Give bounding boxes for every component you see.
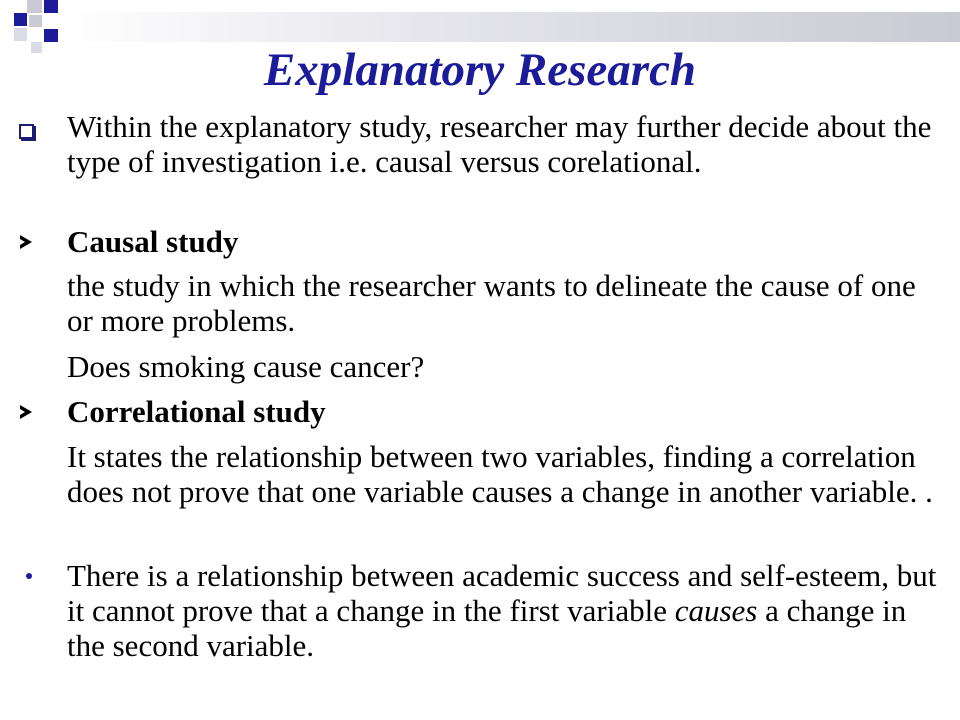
example-text-after: a change in the second variable. bbox=[67, 593, 907, 663]
arrow-bullet-icon bbox=[20, 405, 32, 419]
intro-text: Within the explanatory study, researcher may further decide about the type of investigation i.e. causal versus corelational. bbox=[67, 109, 932, 179]
causal-study-definition: the study in which the researcher wants to delineate the cause of one or more problems. bbox=[67, 268, 916, 338]
example-text-before: There is a relationship between academic success and self-esteem, but it cannot prove that a change in the first variable bbox=[67, 558, 937, 628]
arrow-bullet-icon bbox=[20, 235, 32, 249]
slide-title: Explanatory Research bbox=[263, 44, 697, 96]
causal-study-heading: Causal study bbox=[67, 224, 239, 259]
example-text-emphasis: causes bbox=[674, 593, 758, 628]
correlational-study-definition: It states the relationship between two variables, finding a correlation does not prove that one variable causes a change in another variable. . bbox=[67, 439, 933, 509]
square-bullet-icon bbox=[19, 124, 34, 139]
dot-bullet-icon bbox=[26, 573, 32, 579]
example-text bbox=[67, 558, 947, 663]
correlational-study-heading: Correlational study bbox=[67, 394, 326, 429]
causal-study-example: Does smoking cause cancer? bbox=[67, 349, 425, 384]
